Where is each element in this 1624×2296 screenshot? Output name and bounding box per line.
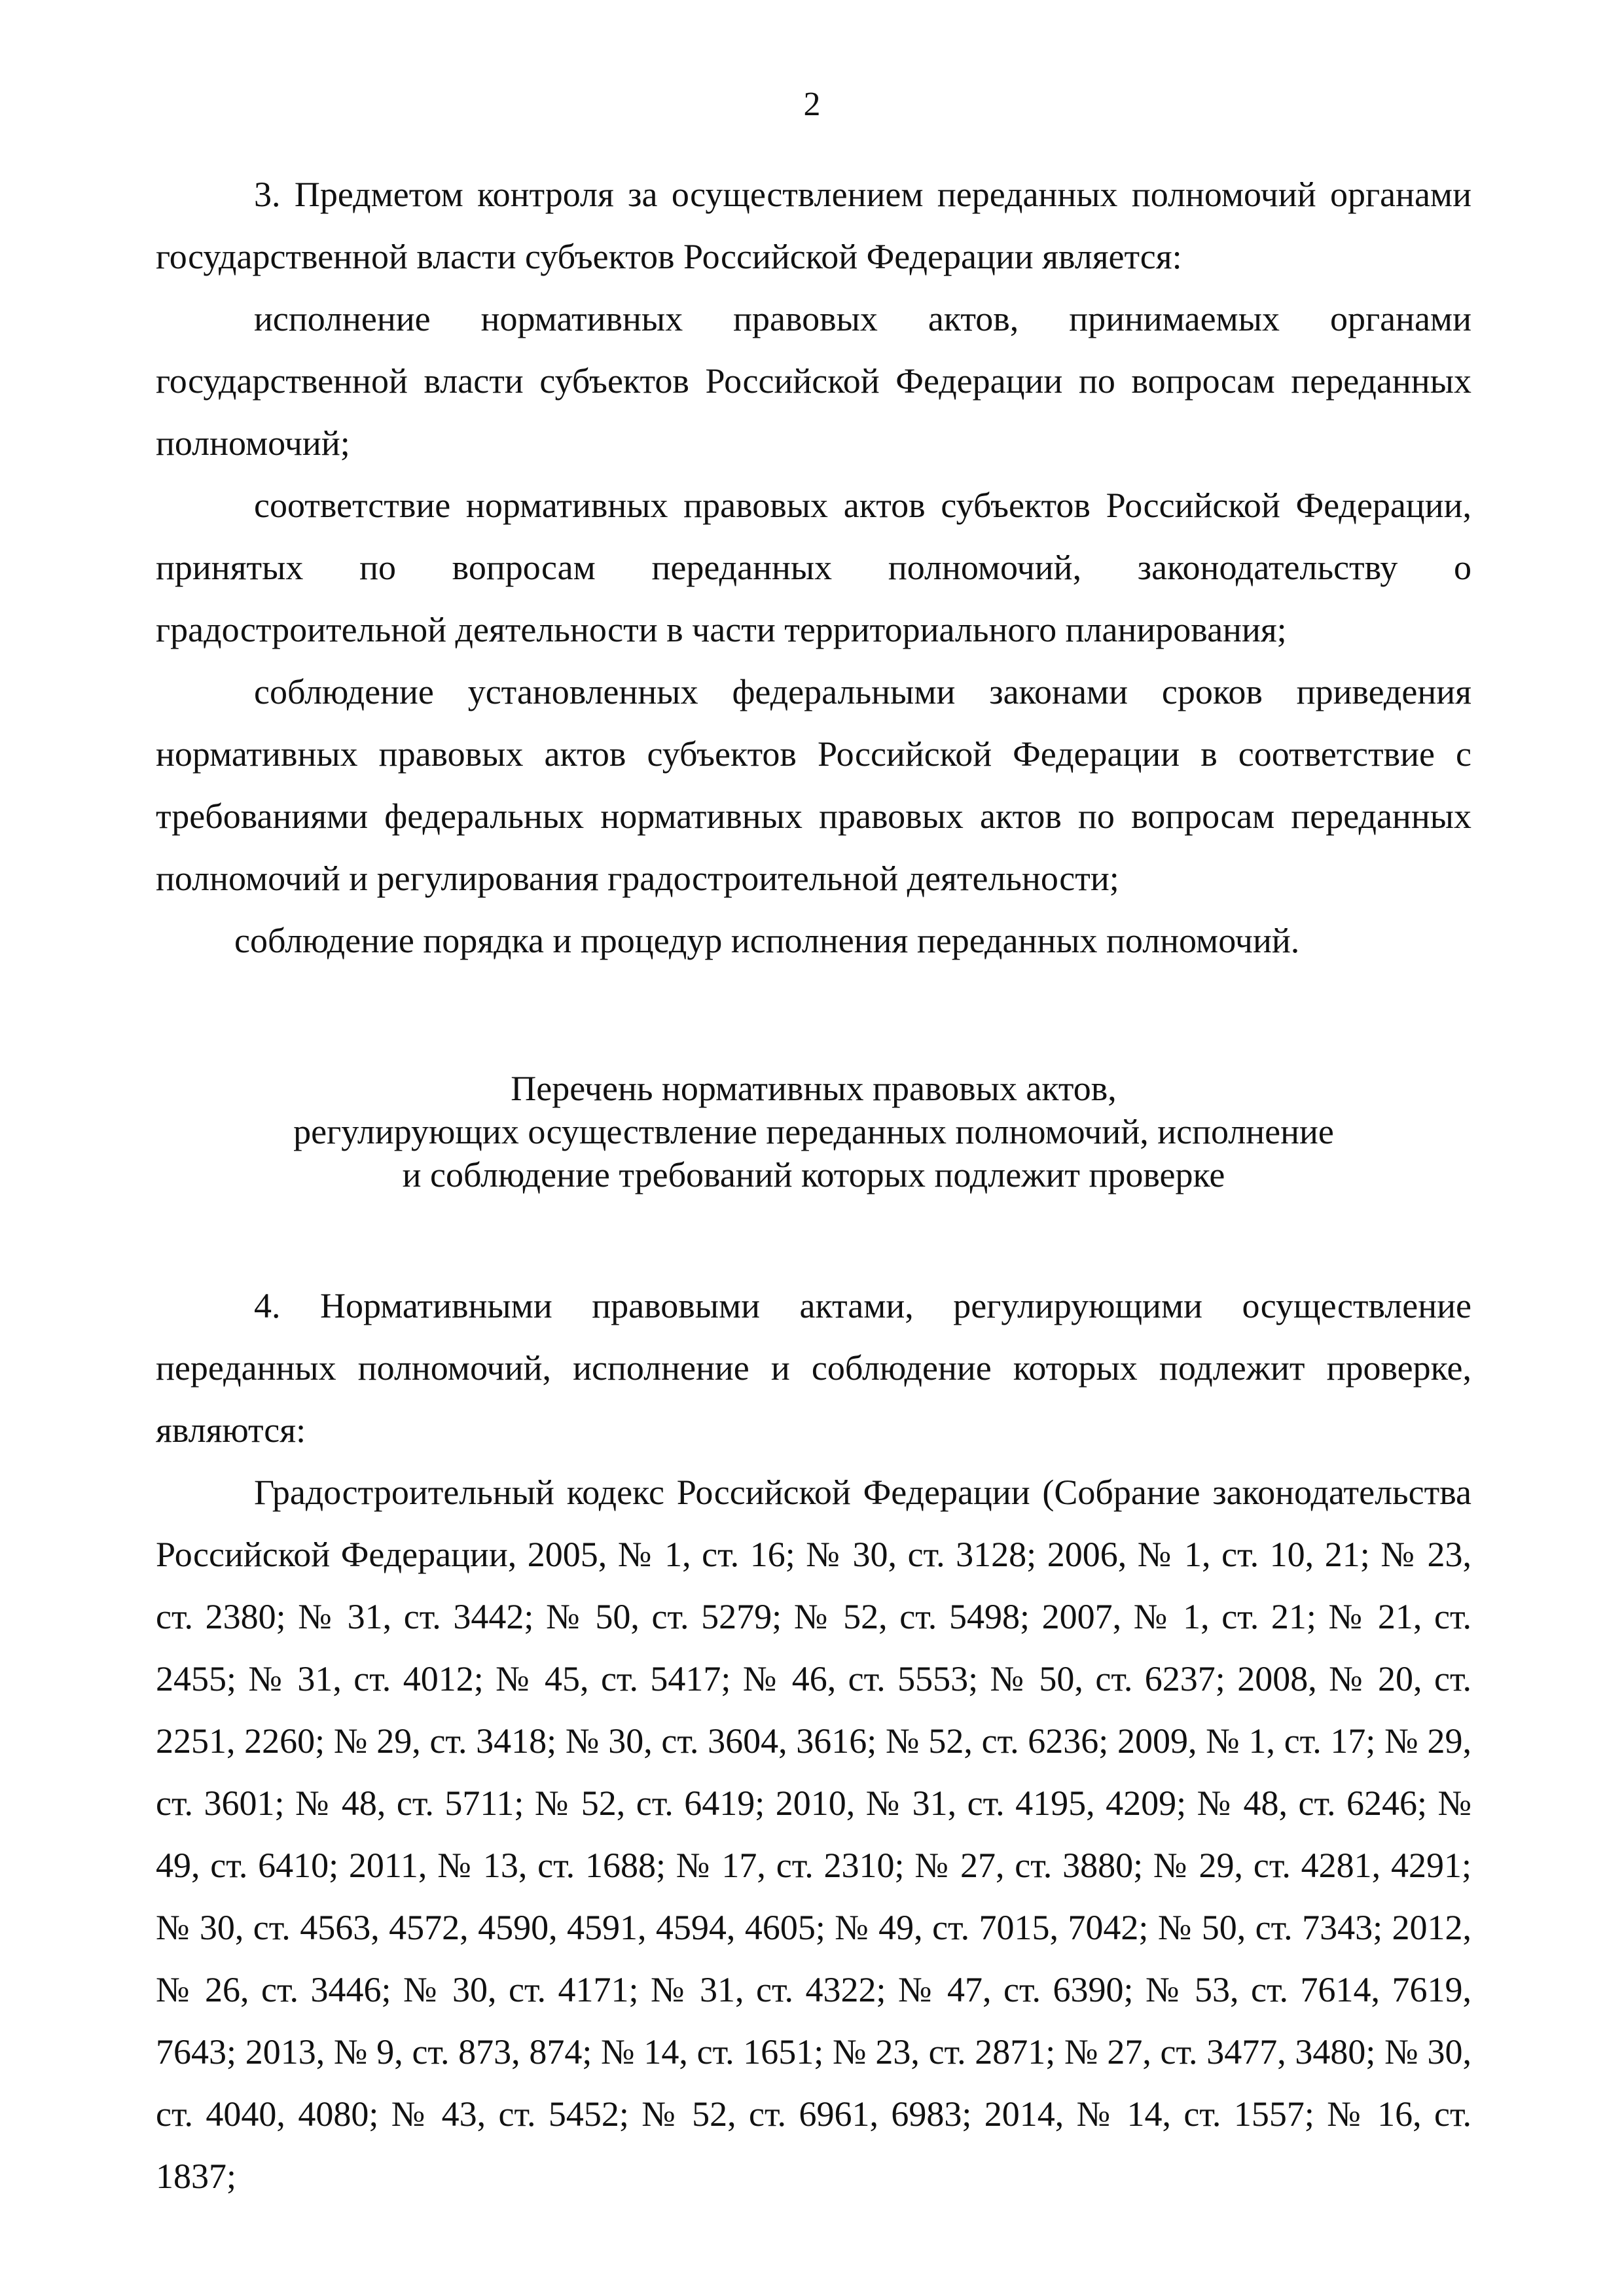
- section-3-item-2: соответствие нормативных правовых актов субъектов Российской Федерации, принятых по вопросам переданных полномочий, законодательству о градостроительной деятельности в части территориального планирования;: [156, 486, 1471, 649]
- page-number: 2: [803, 86, 821, 123]
- heading-line-1: Перечень нормативных правовых актов,: [511, 1069, 1117, 1108]
- section-3-item-1: исполнение нормативных правовых актов, принимаемых органами государственной власти субъектов Российской Федерации по вопросам переданных полномочий;: [156, 299, 1471, 463]
- section-3-intro: 3. Предметом контроля за осуществлением переданных полномочий органами государственной власти субъектов Российской Федерации является:: [156, 175, 1471, 276]
- section-3-item-4: соблюдение порядка и процедур исполнения переданных полномочий.: [234, 921, 1300, 960]
- section-4-intro: 4. Нормативными правовыми актами, регулирующими осуществление переданных полномочий, исполнение и соблюдение которых подлежит проверке, являются:: [156, 1286, 1471, 1450]
- section-3-item-3: соблюдение установленных федеральными законами сроков приведения нормативных правовых актов субъектов Российской Федерации в соответствие с требованиями федеральных нормативных правовых актов по вопросам переданных полномочий и регулирования градостроительной деятельности;: [156, 672, 1471, 898]
- heading-line-3: и соблюдение требований которых подлежит проверке: [402, 1155, 1225, 1194]
- heading-line-2: регулирующих осуществление переданных полномочий, исполнение: [293, 1112, 1334, 1151]
- document-body: [156, 164, 1471, 2208]
- code-citation: Градостроительный кодекс Российской Федерации (Собрание законодательства Российской Федерации, 2005, № 1, ст. 16; № 30, ст. 3128; 2006, № 1, ст. 10, 21; № 23, ст. 2380; № 31, ст. 3442; № 50, ст. 5279; № 52, ст. 5498; 2007, № 1, ст. 21; № 21, ст. 2455; № 31, ст. 4012; № 45, ст. 5417; № 46, ст. 5553; № 50, ст. 6237; 2008, № 20, ст. 2251, 2260; № 29, ст. 3418; № 30, ст. 3604, 3616; № 52, ст. 6236; 2009, № 1, ст. 17; № 29, ст. 3601; № 48, ст. 5711; № 52, ст. 6419; 2010, № 31, ст. 4195, 4209; № 48, ст. 6246; № 49, ст. 6410; 2011, № 13, ст. 1688; № 17, ст. 2310; № 27, ст. 3880; № 29, ст. 4281, 4291; № 30, ст. 4563, 4572, 4590, 4591, 4594, 4605; № 49, ст. 7015, 7042; № 50, ст. 7343; 2012, № 26, ст. 3446; № 30, ст. 4171; № 31, ст. 4322; № 47, ст. 6390; № 53, ст. 7614, 7619, 7643; 2013, № 9, ст. 873, 874; № 14, ст. 1651; № 23, ст. 2871; № 27, ст. 3477, 3480; № 30, ст. 4040, 4080; № 43, ст. 5452; № 52, ст. 6961, 6983; 2014, № 14, ст. 1557; № 16, ст. 1837;: [156, 1473, 1471, 2196]
- section-heading: [156, 1067, 1471, 1196]
